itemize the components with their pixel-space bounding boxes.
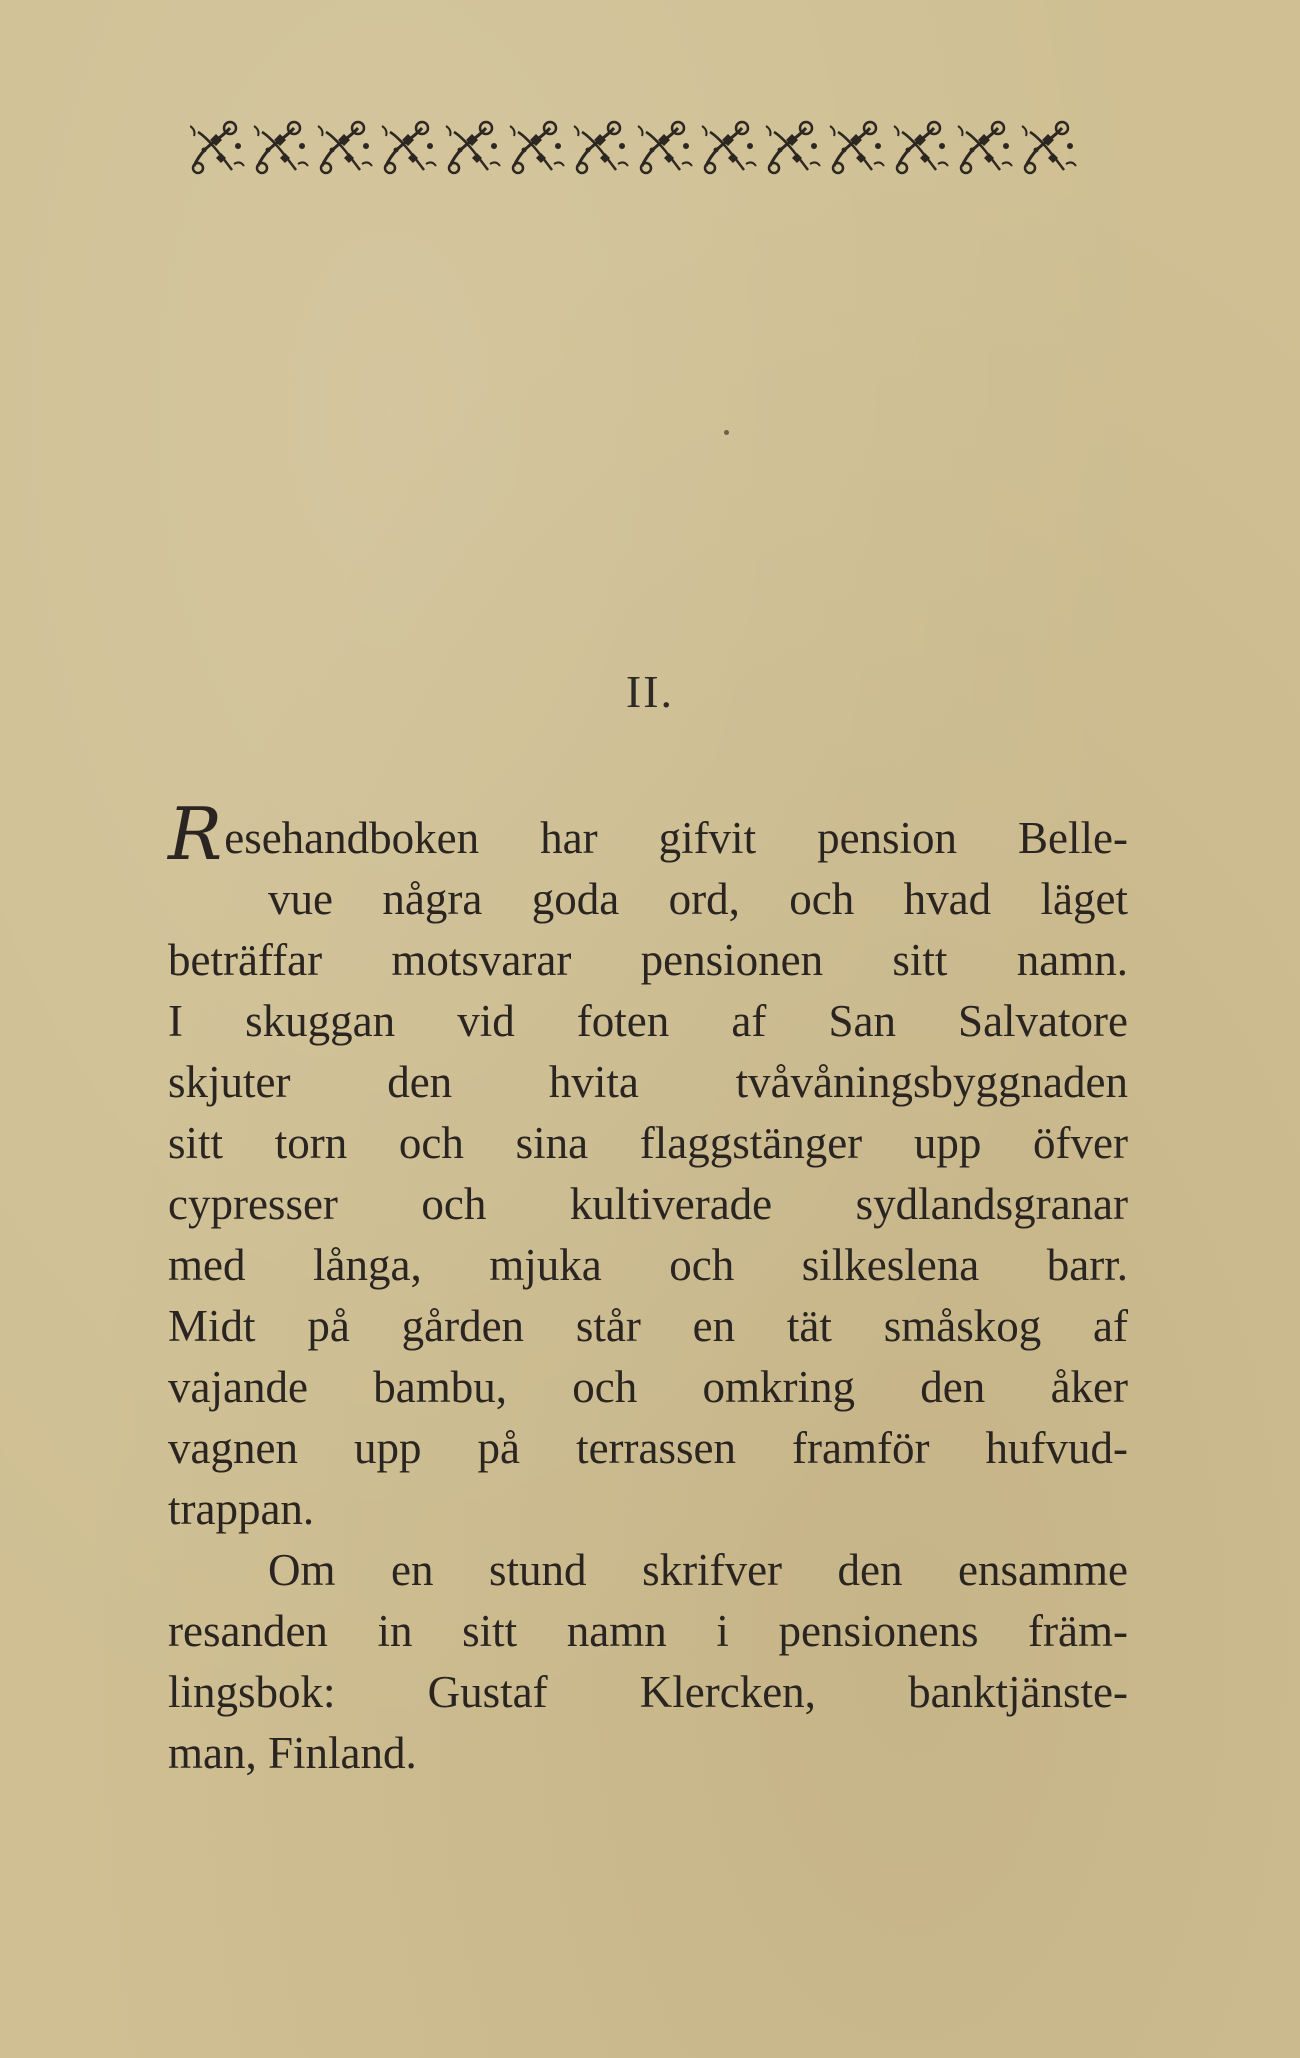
paper-speck: [724, 430, 729, 435]
text-line: I skuggan vid foten af San Salvatore: [168, 996, 1128, 1046]
text-line: skjuter den hvita tvåvåningsbyggnaden: [168, 1057, 1128, 1107]
text-line: lingsbok: Gustaf Klercken, banktjänste-: [168, 1667, 1128, 1717]
paragraph-2: [168, 1540, 1128, 1784]
text-line: med långa, mjuka och silkeslena barr.: [168, 1240, 1128, 1290]
text-line: Resehandboken har gifvit pension Belle-: [168, 792, 1128, 876]
text-line: resanden in sitt namn i pensionens främ-: [168, 1606, 1128, 1656]
text-line: Om en stund skrifver den ensamme: [268, 1545, 1128, 1595]
floral-ornament-icon: [190, 112, 1088, 182]
text-line: sitt torn och sina flaggstänger upp öfver: [168, 1118, 1128, 1168]
text-line: vue några goda ord, och hvad läget: [268, 874, 1128, 924]
text-line: cypresser och kultiverade sydlandsgranar: [168, 1179, 1128, 1229]
text-line: vajande bambu, och omkring den åker: [168, 1362, 1128, 1412]
text-line: Midt på gården står en tät småskog af: [168, 1301, 1128, 1351]
text-line: vagnen upp på terrassen framför hufvud-: [168, 1423, 1128, 1473]
paragraph-1: [168, 792, 1128, 1540]
body-text: [168, 792, 1128, 1784]
dropcap-letter: R: [168, 792, 223, 876]
text-line: beträffar motsvarar pensionen sitt namn.: [168, 935, 1128, 985]
text-line: man, Finland.: [168, 1728, 417, 1778]
text-line: trappan.: [168, 1484, 315, 1534]
chapter-number: II.: [625, 666, 675, 717]
